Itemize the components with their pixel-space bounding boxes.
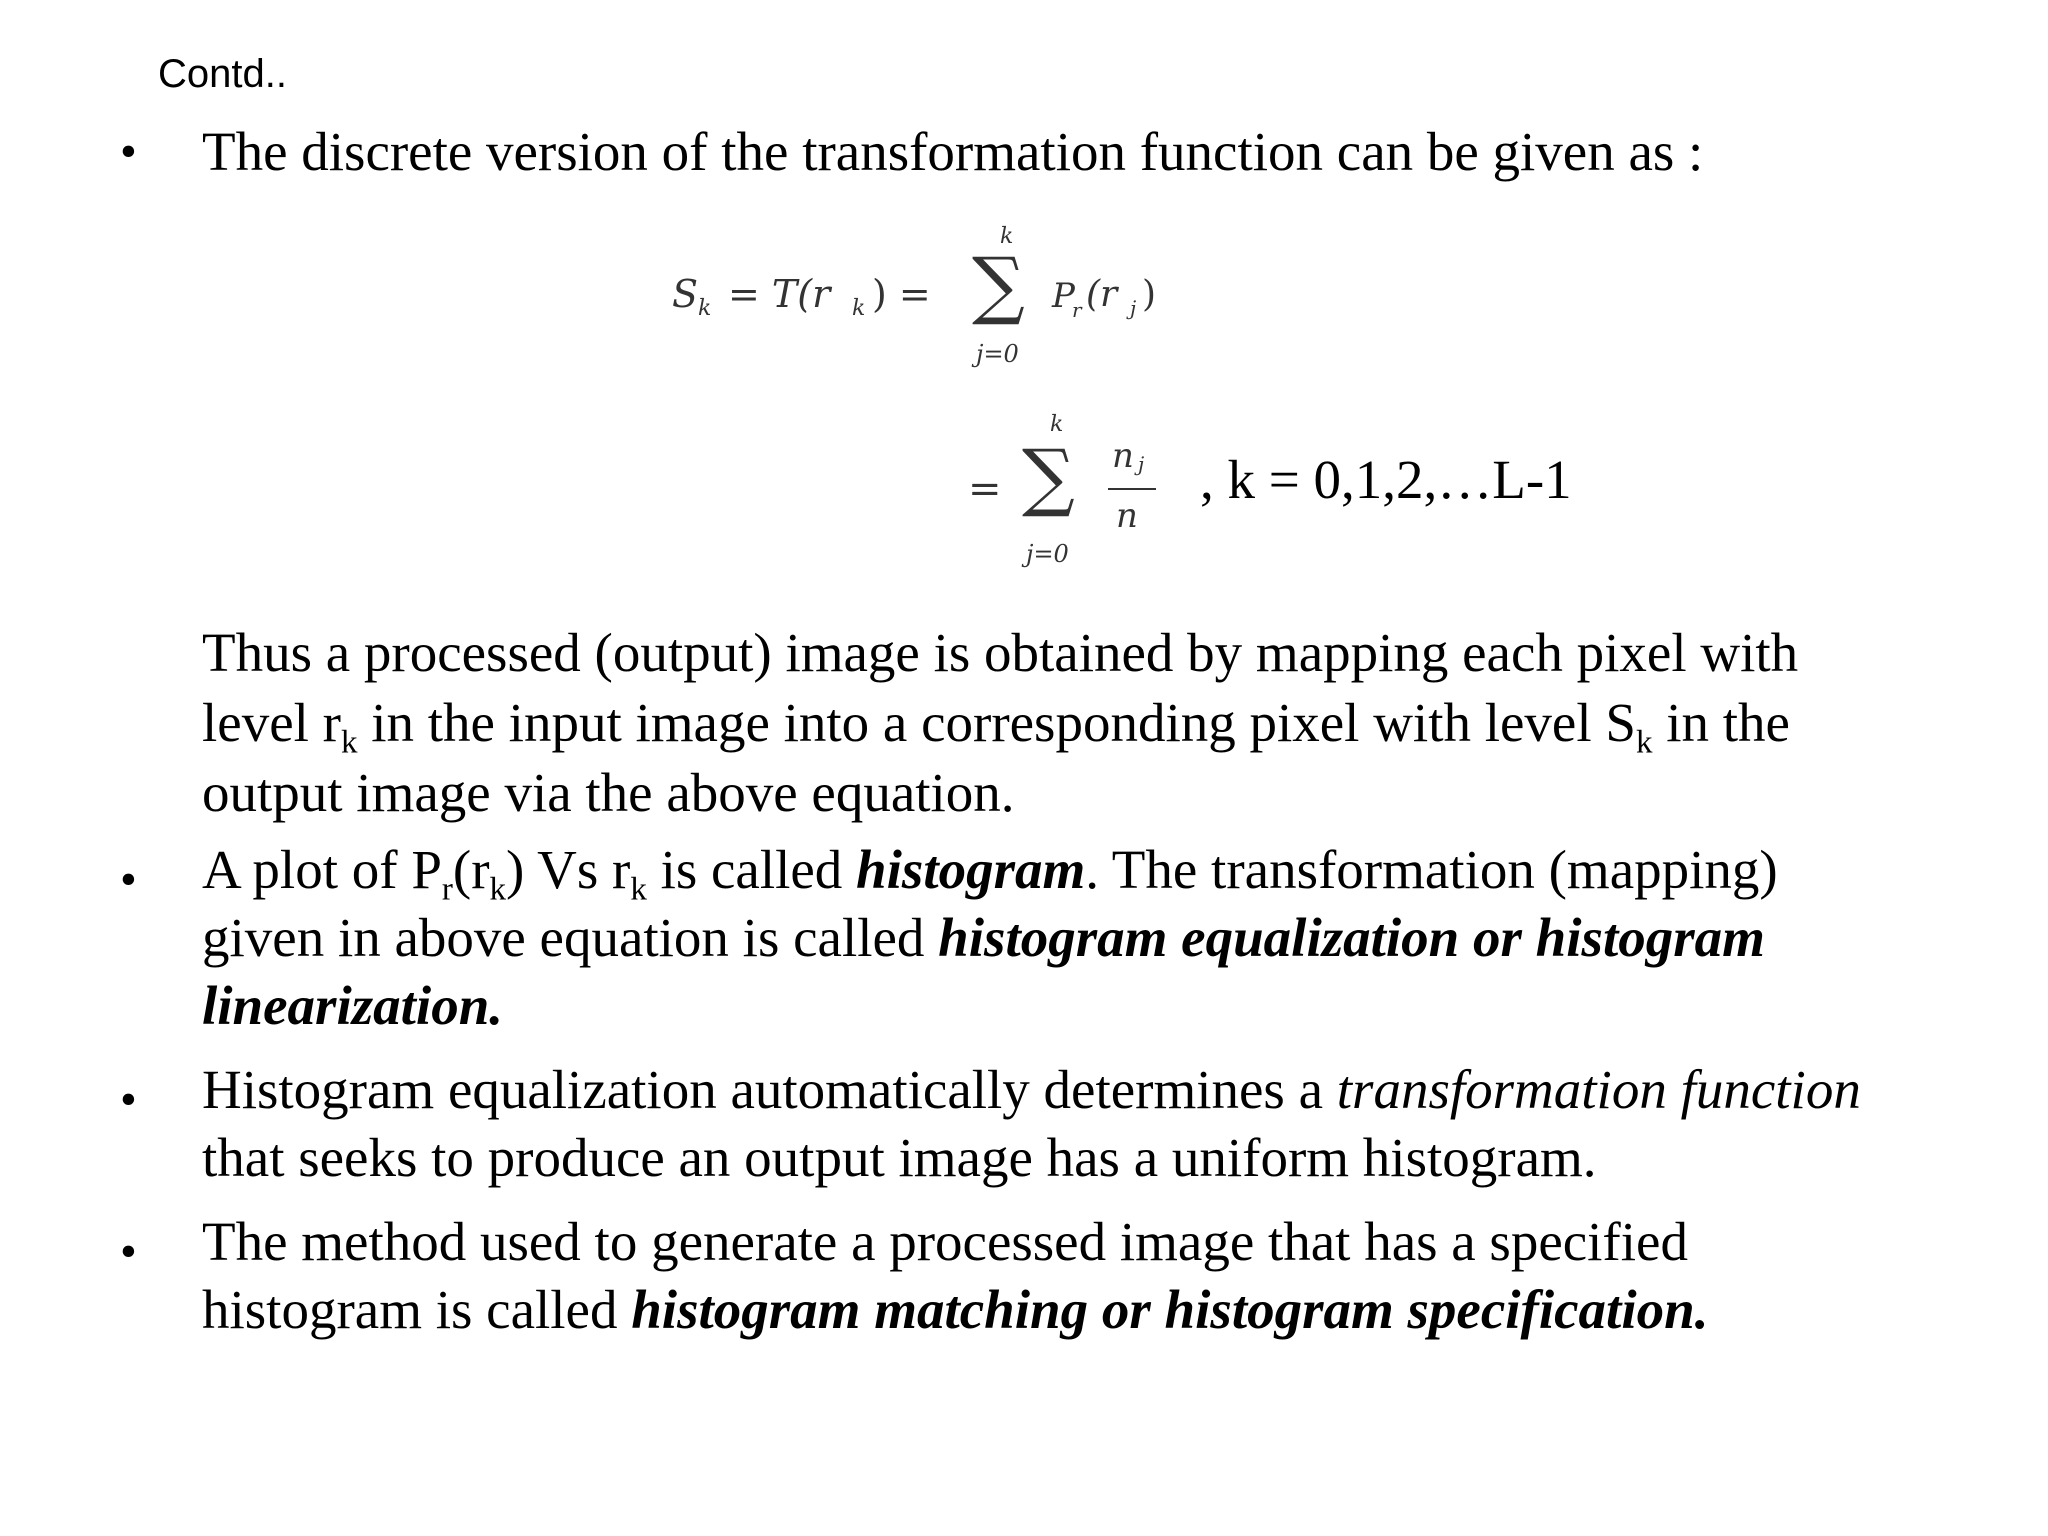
bullet-2-line-1 [202,836,2002,908]
bullet-marker: • [120,1225,137,1278]
eq-equals-2: = [968,466,1002,512]
bullet-2-line-2 [202,904,2002,972]
thus-line-1: Thus a processed (output) image is obtained by mapping each pixel with [202,622,1799,683]
b2-pre: A plot of [202,839,412,900]
b2-mid: is called [646,839,857,900]
bullet-4 [202,1208,2002,1344]
b3-line1-term: transformation function [1336,1059,1861,1120]
thus-line-2 [202,688,2002,761]
eq-p: P [1052,276,1075,316]
bullet-1 [202,118,2002,186]
b2-sub-r: r [441,871,453,908]
b4-line2-term: histogram matching or histogram specification. [631,1279,1709,1340]
eq-rj-sub: j [1130,296,1137,320]
thus-line-2-post: in the [1652,692,1790,753]
eq-k-range: , k = 0,1,2,…L-1 [1200,449,1572,510]
thus-line-2-sub-k: k [340,724,358,761]
bullet-4-line-1: The method used to generate a processed image that has a specified [202,1211,1688,1272]
eq-nj: n [1112,436,1134,476]
bullet-marker: • [120,853,137,906]
eq-t-close: ) = [872,272,931,316]
bullet-3 [202,1056,2002,1192]
eq-nj-sub: j [1138,452,1145,476]
bullet-marker: • [120,1073,137,1126]
thus-paragraph [202,618,2002,828]
eq-sum2-upper: k [1050,412,1064,437]
thus-line-2-mid: in the input image into a corresponding pixel with level S [357,692,1636,753]
thus-line-3: output image via the above equation. [202,762,1015,823]
bullet-2 [202,836,2002,1040]
bullet-marker: • [120,125,137,178]
b3-line1-pre: Histogram equalization automatically determines a [202,1059,1337,1120]
b2-histogram-term: histogram [856,839,1086,900]
b2-post: . The transformation (mapping) [1085,839,1778,900]
b2-line2-pre: given in above equation is called [202,907,939,968]
bullet-3-line-2: that seeks to produce an output image has a uniform histogram. [202,1127,1597,1188]
eq-s: S [672,272,699,316]
b2-open: (r [452,839,490,900]
thus-line-2-pre: level r [202,692,341,753]
eq-t: = T(r [728,272,831,316]
thus-line-2-sub-k2: k [1635,724,1653,761]
bullet-2-line-3: linearization. [202,975,504,1036]
b2-sub-k2: k [630,871,647,908]
eq-rj-close: ) [1142,274,1157,315]
eq-sum2-lower: j=0 [1026,540,1069,568]
bullet-1-text: The discrete version of the transformation function can be given as : [202,121,1704,182]
eq-s-sub: k [698,296,712,321]
eq-rj: (r [1086,274,1118,315]
eq-sum1-upper: k [1000,224,1014,249]
b2-line2-term: histogram equalization or histogram [938,907,1765,968]
eq-sum2: ∑ [1022,434,1075,520]
eq-n: n [1116,496,1138,536]
bullet-4-line-2 [202,1276,2002,1344]
eq-t-sub: k [852,296,866,321]
bullet-3-line-1 [202,1056,2002,1124]
eq-sum1-lower: j=0 [976,340,1019,368]
b4-line2-pre: histogram is called [202,1279,632,1340]
eq-fraction-bar [1108,488,1156,490]
slide-title: Contd.. [158,52,287,96]
eq-p-sub: r [1072,298,1082,322]
b2-close: ) Vs r [506,839,631,900]
b2-sub-k: k [489,871,507,908]
eq-sum1: ∑ [972,242,1025,328]
b2-P: P [411,839,442,900]
